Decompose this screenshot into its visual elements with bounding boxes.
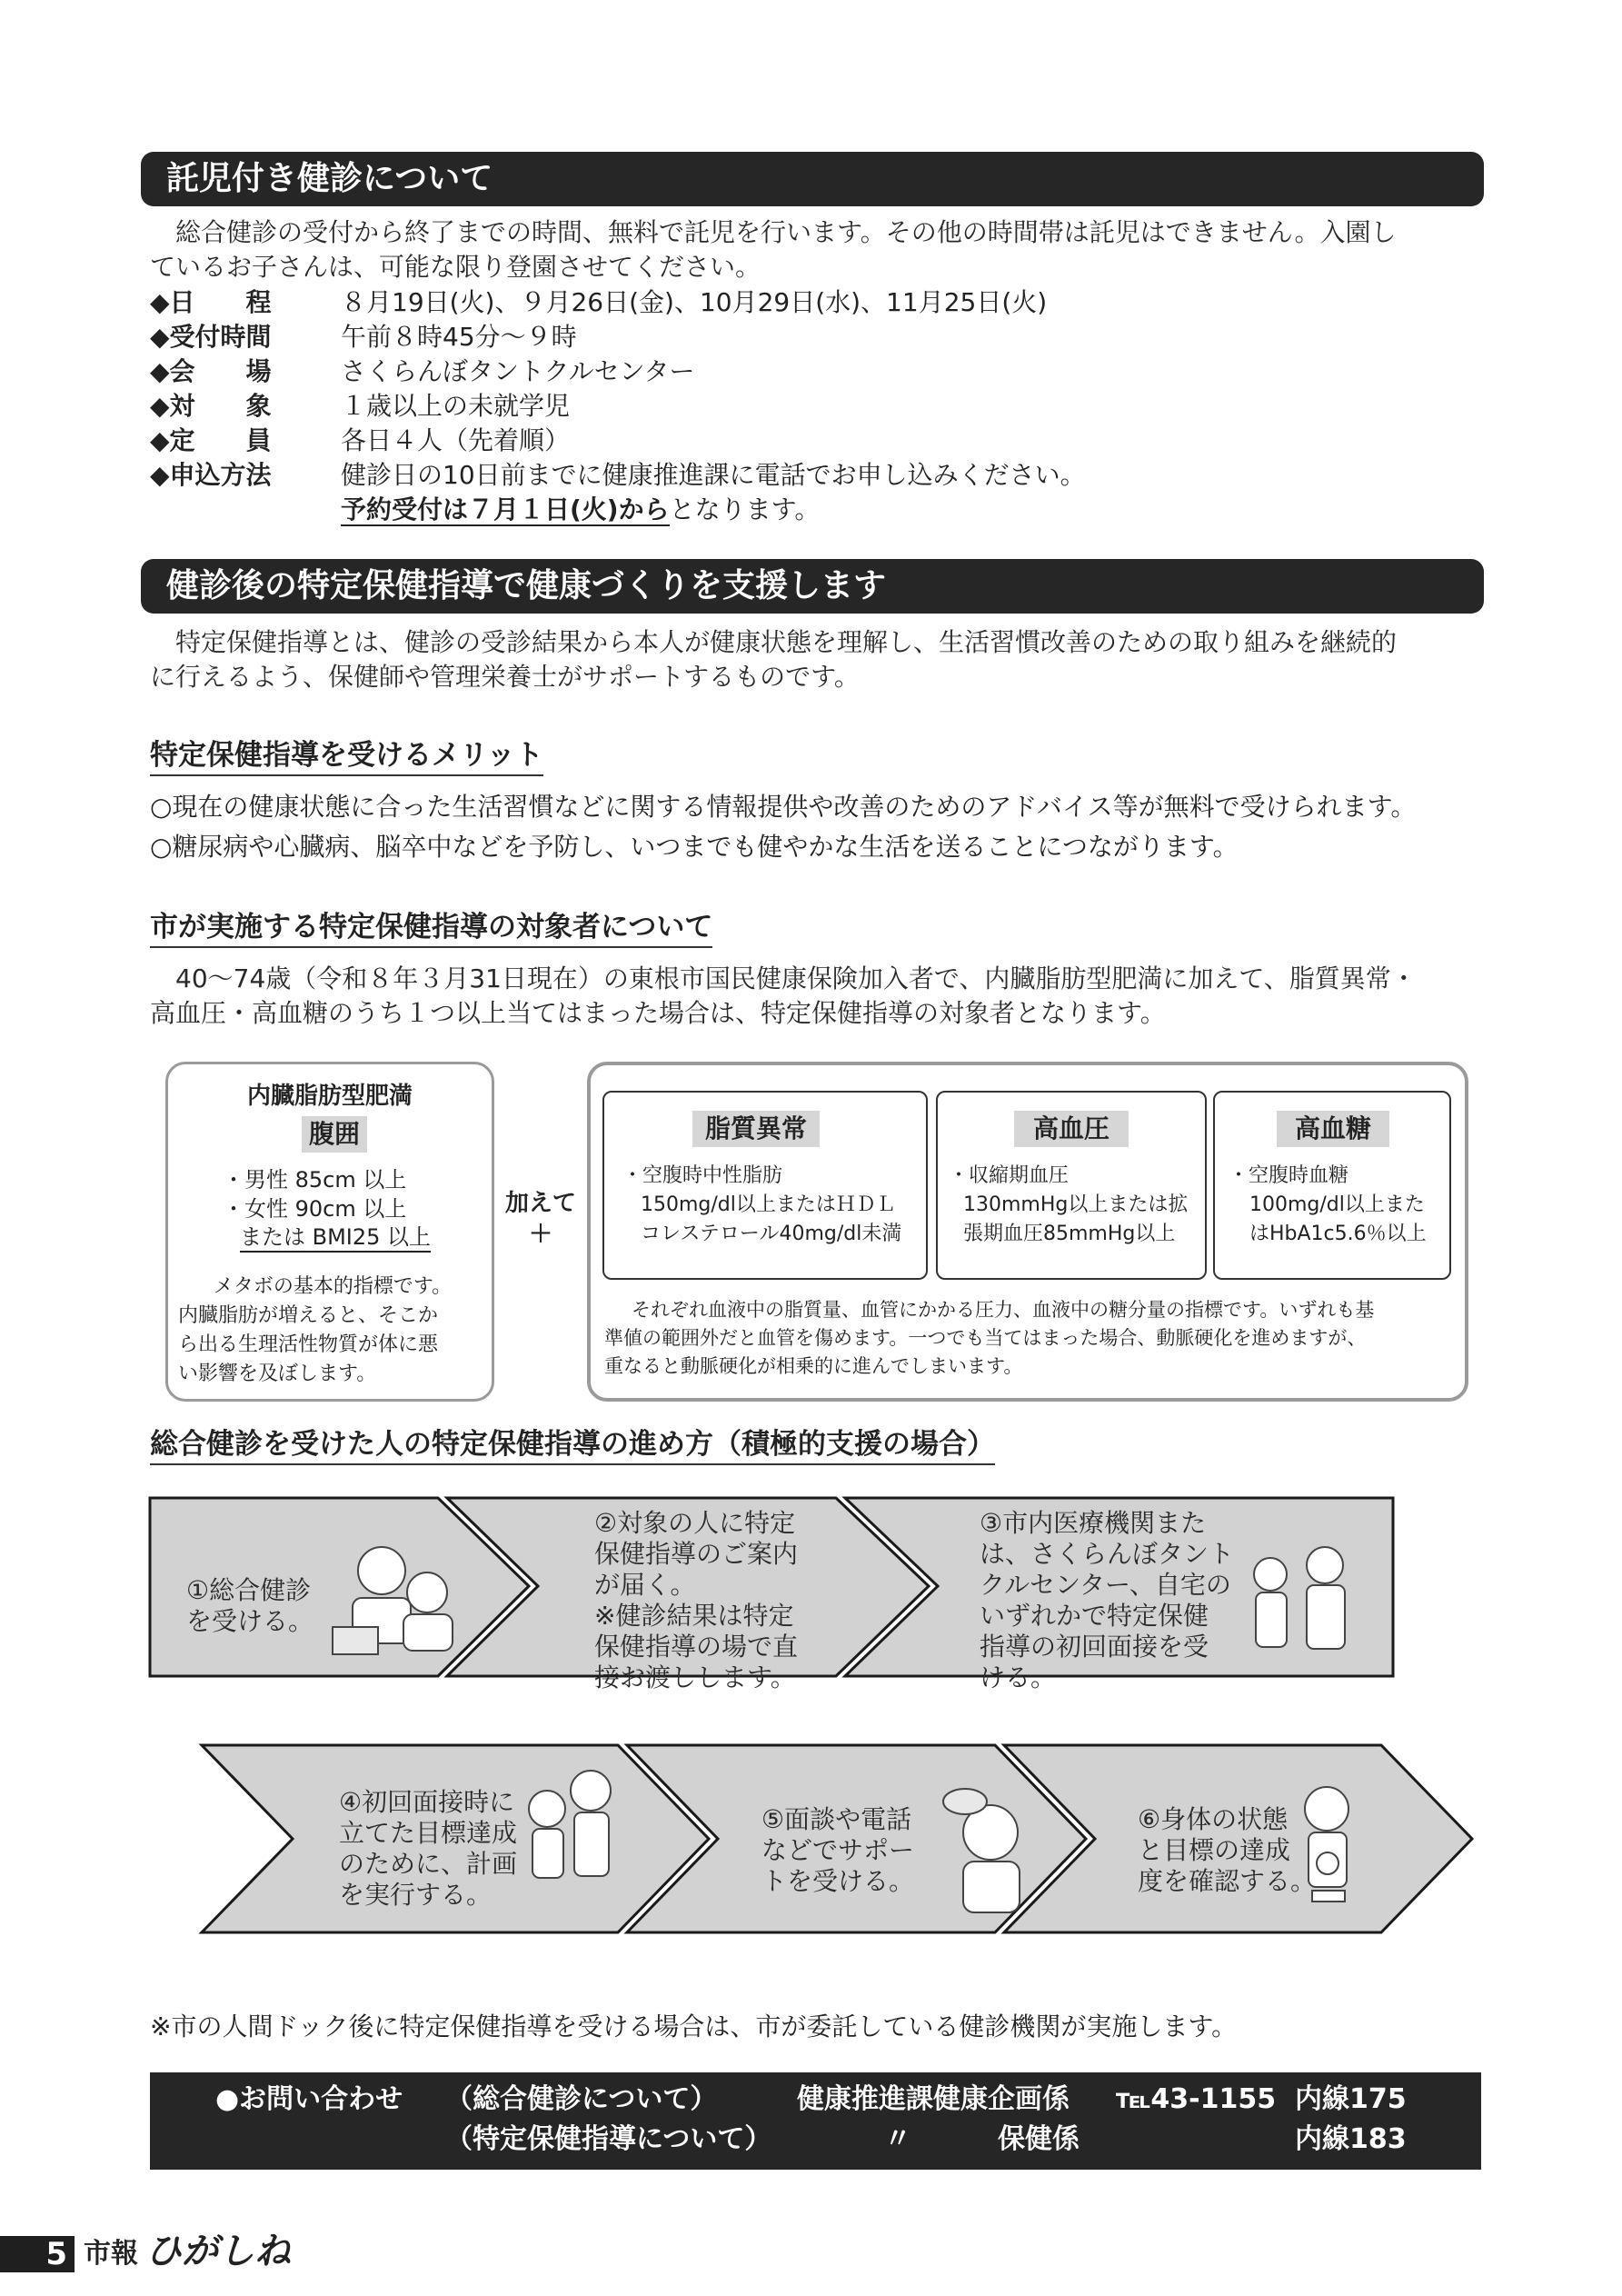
contact-dept-1: 健康推進課健康企画係 [797, 2083, 1070, 2115]
contact-topic-1: （総合健診について） [445, 2083, 718, 2115]
plus-label: 加えて [504, 1190, 576, 1217]
flow-step-line: クルセンター、自宅の [980, 1570, 1231, 1600]
flow-step-line: ける。 [980, 1662, 1057, 1692]
info-value: 午前８時45分～９時 [341, 322, 577, 352]
flow-footnote: ※市の人間ドック後に特定保健指導を受ける場合は、市が委託している健診機関が実施します。 [150, 2011, 1238, 2041]
target-subheading: 市が実施する特定保健指導の対象者について [150, 909, 712, 948]
contact-bar [150, 2072, 1481, 2170]
guidance-intro-line1: 特定保健指導とは、健診の受診結果から本人が健康状態を理解し、生活習慣改善のための取り組みを継続的 [175, 627, 1398, 657]
info-value: ８月19日(火)、９月26日(金)、10月29日(水)、11月25日(火) [341, 287, 1048, 317]
info-label: ◆会 場 [150, 356, 272, 386]
contact-ext-2: 内線183 [1295, 2123, 1407, 2155]
obesity-title: 内臓脂肪型肥満 [246, 1083, 413, 1110]
info-label: ◆受付時間 [150, 322, 272, 352]
flow-step-line: と目標の達成 [1138, 1835, 1291, 1865]
info-label: ◆申込方法 [150, 460, 272, 490]
obesity-note-line: 内臓脂肪が増えると、そこか [178, 1304, 439, 1327]
flow-step-line: いずれかで特定保健 [980, 1601, 1209, 1631]
flow-step-line: ⑤面談や電話 [761, 1804, 912, 1834]
guidance-intro-line2: に行えるよう、保健師や管理栄養士がサポートするものです。 [150, 662, 860, 692]
flow-step-line: ④初回面接時に [339, 1787, 515, 1817]
lipid-line: コレステロール40mg/dl未満 [641, 1223, 902, 1245]
flow-step-4 [339, 1787, 517, 1911]
bp-line: 張期血圧85mmHg以上 [963, 1223, 1176, 1245]
merit-item: ○糖尿病や心臓病、脳卒中などを予防し、いつまでも健やかな生活を送ることにつながります。 [150, 832, 1239, 862]
flow-step-3 [980, 1508, 1234, 1693]
female-criterion: ・女性 90cm 以上 [223, 1196, 407, 1222]
bmi-criterion: または BMI25 以上 [240, 1223, 431, 1253]
merit-subheading: 特定保健指導を受けるメリット [150, 737, 543, 776]
lipid-title: 脂質異常 [692, 1111, 820, 1147]
info-label: ◆対 象 [150, 391, 272, 421]
flow-step-line: 接お渡しします。 [594, 1662, 796, 1692]
reservation-note-bold: 予約受付は７月１日(火)から [341, 494, 670, 524]
flow-step-line: ③市内医療機関また [980, 1508, 1207, 1538]
flow-step-line: を受ける。 [186, 1606, 314, 1636]
flow-step-line: 度を確認する。 [1138, 1866, 1317, 1896]
bp-line: 130mmHg以上または拡 [963, 1193, 1189, 1216]
flow-step-6 [1138, 1804, 1316, 1897]
flow-step-line: ②対象の人に特定 [594, 1508, 796, 1538]
sugar-line: はHbA1c5.6％以上 [1249, 1223, 1427, 1245]
flow-step-line: ①総合健診 [186, 1575, 312, 1605]
contact-heading: ●お問い合わせ [215, 2083, 403, 2115]
obesity-note-line: メタボの基本的指標です。 [213, 1275, 453, 1298]
risk-note-line: それぞれ血液中の脂質量、血管にかかる圧力、血液中の糖分量の指標です。いずれも基 [632, 1299, 1375, 1321]
sugar-line: ・空腹時血糖 [1229, 1164, 1349, 1187]
obesity-note-line: ら出る生理活性物質が体に悪 [178, 1333, 439, 1356]
contact-topic-2: （特定保健指導について） [445, 2123, 772, 2155]
flow-step-line: などでサポー [761, 1835, 915, 1865]
flow-step-1 [186, 1575, 313, 1637]
target-line2: 高血圧・高血糖のうち１つ以上当てはまった場合は、特定保健指導の対象者となります。 [150, 998, 1166, 1028]
obesity-note-line: い影響を及ぼします。 [178, 1363, 377, 1385]
section-title-guidance: 健診後の特定保健指導で健康づくりを支援します [141, 559, 1484, 614]
flow-step-line: 立てた目標達成 [339, 1818, 518, 1848]
section-title-childcare: 託児付き健診について [141, 152, 1484, 206]
contact-tel: ℡43-1155 [1116, 2083, 1277, 2115]
waist-label: 腹囲 [302, 1116, 367, 1153]
childcare-intro-line2: ているお子さんは、可能な限り登園させてください。 [150, 252, 761, 282]
newsletter-logo: ひがしね [145, 2230, 291, 2272]
flow-step-line: 保健指導の場で直 [594, 1632, 799, 1662]
plus-sign: ＋ [528, 1221, 552, 1248]
flow-step-2 [594, 1508, 798, 1693]
flow-step-line: 指導の初回面接を受 [980, 1632, 1209, 1662]
childcare-intro-line1: 総合健診の受付から終了までの時間、無料で託児を行います。その他の時間帯は託児はできません。入園し [175, 217, 1397, 247]
flow-step-line: 保健指導のご案内 [594, 1539, 799, 1569]
flow-step-line: ⑥身体の状態 [1138, 1804, 1289, 1834]
info-value: 各日４人（先着順） [341, 425, 571, 455]
flow-step-line: のために、計画 [339, 1849, 518, 1879]
bp-line: ・収縮期血圧 [949, 1164, 1070, 1187]
page-number: 5 [0, 2236, 75, 2272]
flow-step-5 [761, 1804, 914, 1897]
contact-ditto: 〃 [884, 2123, 911, 2155]
flow-step-line: トを受ける。 [761, 1866, 915, 1896]
lipid-line: ・空腹時中性脂肪 [622, 1164, 783, 1187]
risk-note-line: 重なると動脈硬化が相乗的に進んでしまいます。 [604, 1355, 1023, 1377]
risk-note-line: 準値の範囲外だと血管を傷めます。一つでも当てはまった場合、動脈硬化を進めますが、 [604, 1327, 1367, 1349]
sugar-line: 100mg/dl以上また [1249, 1193, 1425, 1216]
info-value: 健診日の10日前までに健康推進課に電話でお申し込みください。 [341, 460, 1086, 490]
flow-subheading: 総合健診を受けた人の特定保健指導の進め方（積極的支援の場合） [150, 1426, 995, 1465]
blood-pressure-title: 高血圧 [1014, 1111, 1129, 1147]
info-label: ◆日 程 [150, 287, 272, 317]
blood-sugar-title: 高血糖 [1277, 1111, 1389, 1147]
contact-dept-2: 保健係 [998, 2123, 1080, 2155]
contact-ext-1: 内線175 [1295, 2083, 1407, 2115]
reservation-note-rest: となります。 [669, 494, 821, 524]
lipid-line: 150mg/dl以上またはＨＤＬ [641, 1193, 896, 1216]
info-value: １歳以上の未就学児 [341, 391, 571, 421]
flow-step-line: ※健診結果は特定 [594, 1601, 794, 1631]
flow-step-line: を実行する。 [339, 1880, 493, 1910]
male-criterion: ・男性 85cm 以上 [223, 1167, 407, 1193]
info-label: ◆定 員 [150, 425, 272, 455]
flow-step-line: は、さくらんぼタント [980, 1539, 1235, 1569]
flow-step-line: が届く。 [594, 1570, 696, 1600]
newsletter-title: 市報 [84, 2238, 138, 2270]
merit-item: ○現在の健康状態に合った生活習慣などに関する情報提供や改善のためのアドバイス等が無料で受けられます。 [150, 792, 1417, 822]
target-line1: 40～74歳（令和８年３月31日現在）の東根市国民健康保険加入者で、内臓脂肪型肥満に加えて、脂質異常・ [175, 963, 1417, 993]
info-value: さくらんぼタントクルセンター [341, 356, 695, 386]
